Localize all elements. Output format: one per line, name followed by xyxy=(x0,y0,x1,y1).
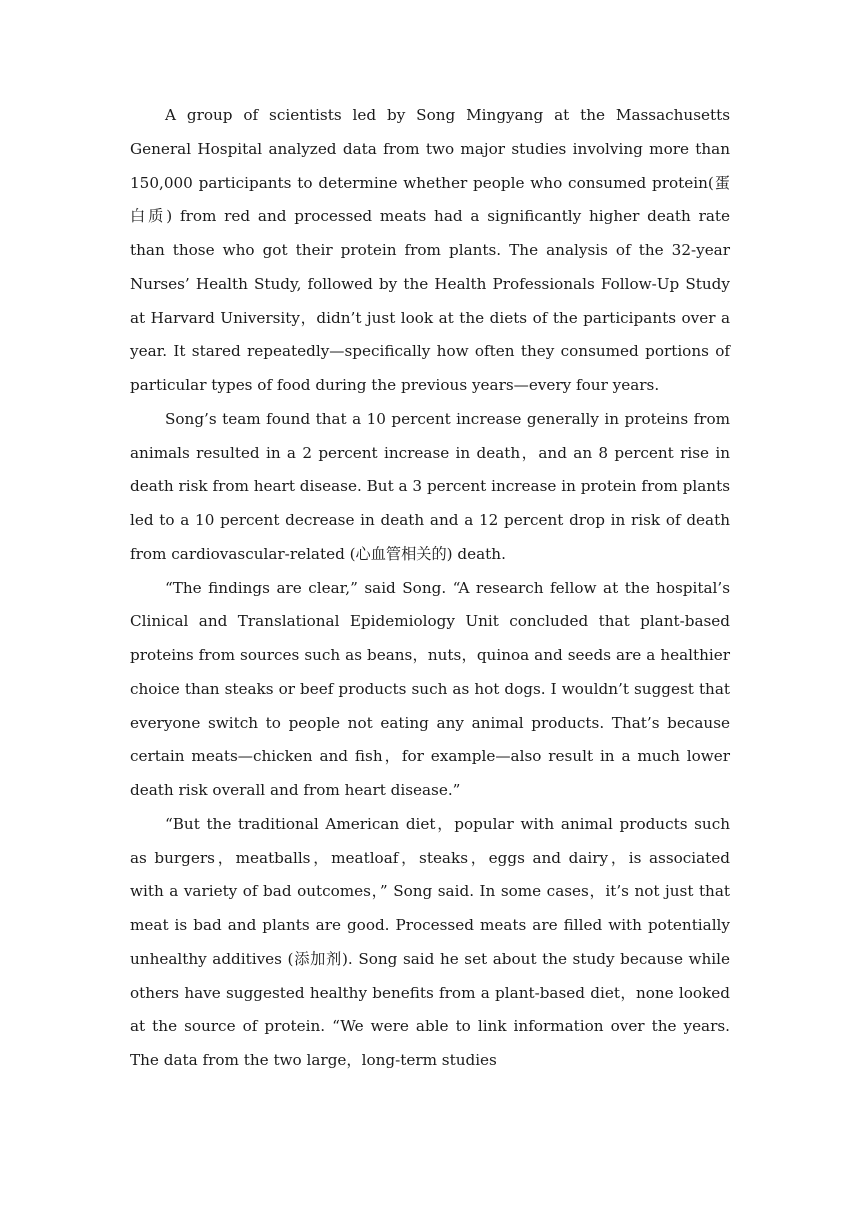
document-page xyxy=(130,99,730,1078)
paragraph-1: A group of scientists led by Song Mingyang at the Massachusetts General Hospital analyzed data from two major studies involving more than 150,000 participants to determine whether people who consumed protein(蛋白质) from red and processed meats had a significantly higher death rate than those who got their protein from plants. The analysis of the 32-year Nurses’ Health Study, followed by the Health Professionals Follow-Up Study at Harvard University，didn’t just look at the diets of the participants over a year. It stared repeatedly—specifically how often they consumed portions of particular types of food during the previous years—every four years. xyxy=(130,106,730,394)
paragraph-3: “The findings are clear,” said Song. “A research fellow at the hospital’s Clinical and Translational Epidemiology Unit concluded that plant-based proteins from sources such as beans，nuts，quinoa and seeds are a healthier choice than steaks or beef products such as hot dogs. I wouldn’t suggest that everyone switch to people not eating any animal products. That’s because certain meats—chicken and fish，for example—also result in a much lower death risk overall and from heart disease.” xyxy=(130,578,730,799)
paragraph-4: “But the traditional American diet，popular with animal products such as burgers，meatballs，meatloaf，steaks，eggs and dairy，is associated with a variety of bad outcomes，” Song said. In some cases，it’s not just that meat is bad and plants are good. Processed meats are filled with potentially unhealthy additives (添加剂). Song said he set about the study because while others have suggested healthy benefits from a plant-based diet，none looked at the source of protein. “We were able to link information over the years. The data from the two large，long-term studies xyxy=(130,814,730,1069)
paragraph-2: Song’s team found that a 10 percent increase generally in proteins from animals resulted in a 2 percent increase in death，and an 8 percent rise in death risk from heart disease. But a 3 percent increase in protein from plants led to a 10 percent decrease in death and a 12 percent drop in risk of death from cardiovascular-related (心血管相关的) death. xyxy=(130,409,730,563)
